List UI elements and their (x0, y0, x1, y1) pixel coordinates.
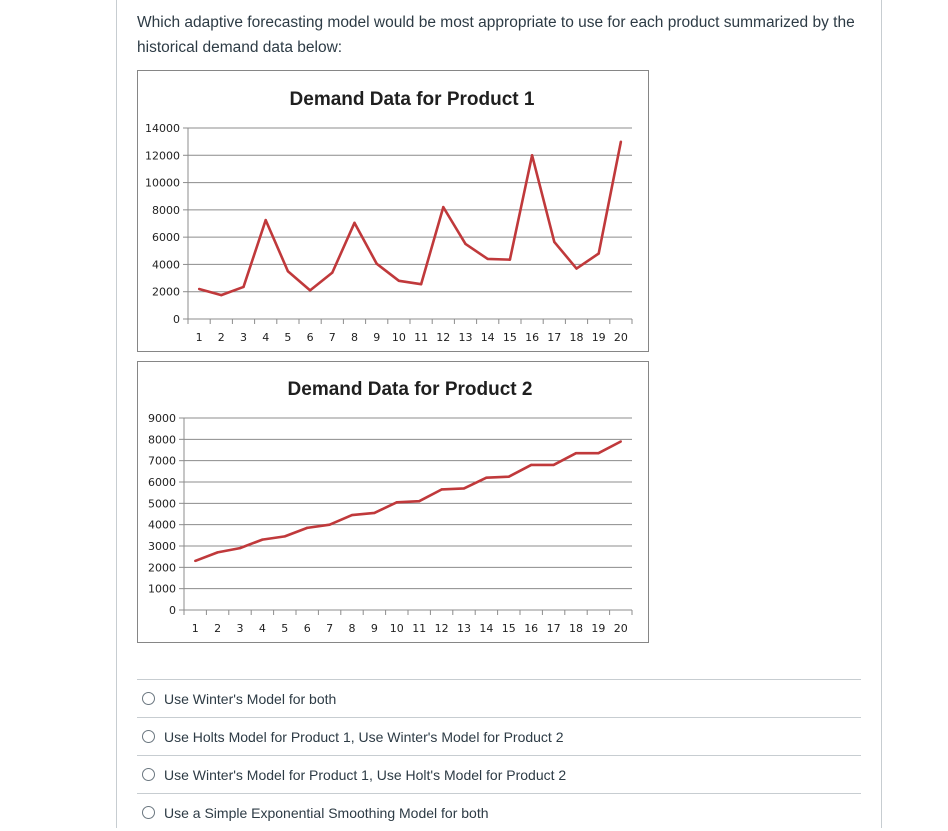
x-tick-label: 9 (370, 622, 378, 635)
x-tick-label: 12 (434, 622, 449, 635)
data-point (261, 538, 263, 540)
y-tick-label: 3000 (148, 540, 176, 553)
data-point (198, 288, 200, 290)
data-point (239, 547, 241, 549)
data-point (575, 267, 577, 269)
x-tick-label: 19 (591, 622, 606, 635)
data-point (553, 241, 555, 243)
y-tick-label: 0 (169, 604, 176, 617)
y-tick-label: 2000 (152, 285, 180, 299)
question-text: Which adaptive forecasting model would be most appropriate to use for each product summarized by the historical demand data below: (137, 14, 855, 56)
x-tick-label: 10 (389, 622, 404, 635)
data-point (597, 452, 599, 454)
radio-button-icon[interactable] (142, 730, 155, 743)
x-tick-label: 3 (240, 331, 247, 344)
x-tick-label: 7 (328, 331, 336, 344)
data-point (331, 271, 333, 273)
product-2-chart-svg (138, 362, 648, 642)
y-tick-label: 12000 (145, 149, 180, 163)
data-point (485, 477, 487, 479)
y-tick-label: 10000 (145, 176, 180, 190)
y-tick-label: 5000 (148, 497, 176, 511)
x-tick-label: 13 (458, 331, 473, 344)
radio-button-icon[interactable] (142, 768, 155, 781)
x-tick-label: 12 (436, 331, 451, 344)
data-point (306, 527, 308, 529)
data-point (598, 252, 600, 254)
data-point (552, 464, 554, 466)
y-tick-label: 7000 (148, 454, 176, 468)
y-tick-label: 6000 (148, 476, 176, 489)
x-tick-label: 5 (281, 622, 289, 635)
answer-option-1[interactable] (137, 679, 861, 717)
answer-label[interactable]: Use a Simple Exponential Smoothing Model for both (164, 804, 489, 821)
x-tick-label: 1 (191, 622, 199, 635)
x-tick-label: 20 (613, 331, 628, 344)
data-point (509, 258, 511, 260)
x-tick-label: 4 (262, 331, 270, 344)
data-point (373, 512, 375, 514)
data-point (531, 154, 533, 156)
x-tick-label: 1 (195, 331, 203, 344)
x-tick-label: 15 (502, 331, 517, 344)
x-tick-label: 6 (303, 622, 311, 635)
y-tick-label: 6000 (152, 231, 180, 245)
y-tick-label: 8000 (152, 203, 180, 217)
y-tick-label: 2000 (148, 561, 176, 575)
data-point (442, 206, 444, 208)
y-tick-label: 1000 (148, 582, 176, 596)
data-point (265, 219, 267, 221)
product-1-demand-chart (137, 70, 649, 352)
x-tick-label: 2 (214, 622, 222, 635)
y-tick-label: 14000 (145, 122, 180, 135)
data-point (463, 487, 465, 489)
demand-series-line (195, 441, 621, 560)
data-point (530, 464, 532, 466)
x-tick-label: 14 (480, 331, 495, 344)
y-tick-label: 4000 (152, 258, 180, 272)
x-tick-label: 11 (412, 622, 427, 635)
data-point (216, 551, 218, 553)
y-tick-label: 9000 (148, 412, 176, 425)
answer-option-4[interactable] (137, 793, 861, 831)
data-point (194, 560, 196, 562)
data-point (575, 452, 577, 454)
data-point (396, 501, 398, 503)
data-point (284, 535, 286, 537)
data-point (487, 258, 489, 260)
data-point (464, 243, 466, 245)
data-point (420, 283, 422, 285)
x-tick-label: 8 (348, 622, 356, 635)
x-tick-label: 2 (217, 331, 225, 344)
x-tick-label: 14 (479, 622, 494, 635)
answer-option-3[interactable] (137, 755, 861, 793)
x-tick-label: 13 (457, 622, 471, 635)
y-tick-label: 8000 (148, 433, 176, 447)
x-tick-label: 18 (569, 622, 583, 635)
x-tick-label: 16 (524, 622, 539, 635)
data-point (220, 294, 222, 296)
x-tick-label: 7 (326, 622, 334, 635)
demand-series-line (199, 142, 621, 295)
answer-label[interactable]: Use Winter's Model for both (164, 690, 337, 707)
answer-options (137, 679, 861, 831)
data-point (328, 523, 330, 525)
x-tick-label: 8 (351, 331, 358, 344)
data-point (398, 280, 400, 282)
x-tick-label: 4 (258, 622, 266, 635)
y-tick-label: 0 (173, 313, 180, 326)
data-point (620, 440, 622, 442)
x-tick-label: 20 (613, 622, 628, 635)
product-1-chart-svg (138, 71, 648, 351)
chart-title: Demand Data for Product 2 (287, 379, 533, 400)
x-tick-label: 15 (501, 622, 516, 635)
x-tick-label: 11 (414, 331, 429, 344)
chart-title: Demand Data for Product 1 (289, 89, 535, 110)
data-point (418, 500, 420, 502)
radio-button-icon[interactable] (142, 692, 155, 705)
data-point (440, 488, 442, 490)
data-point (287, 270, 289, 272)
data-point (351, 514, 353, 516)
x-tick-label: 18 (569, 331, 584, 344)
data-point (620, 140, 622, 142)
answer-label[interactable]: Use Winter's Model for Product 1, Use Holt's Model for Product 2 (164, 766, 567, 783)
x-tick-label: 10 (391, 331, 406, 344)
data-point (376, 263, 378, 265)
x-tick-label: 16 (525, 331, 540, 344)
data-point (242, 286, 244, 288)
product-2-demand-chart (137, 361, 649, 643)
x-tick-label: 17 (546, 622, 561, 635)
x-tick-label: 5 (284, 331, 292, 344)
answer-option-2[interactable] (137, 717, 861, 755)
x-tick-label: 17 (547, 331, 562, 344)
x-tick-label: 6 (306, 331, 314, 344)
data-point (353, 222, 355, 224)
data-point (508, 475, 510, 477)
y-tick-label: 4000 (148, 518, 176, 532)
x-tick-label: 19 (591, 331, 606, 344)
radio-button-icon[interactable] (142, 806, 155, 819)
x-tick-label: 3 (236, 622, 244, 635)
x-tick-label: 9 (373, 331, 381, 344)
data-point (309, 289, 311, 291)
answer-label[interactable]: Use Holts Model for Product 1, Use Winter's Model for Product 2 (164, 728, 564, 745)
